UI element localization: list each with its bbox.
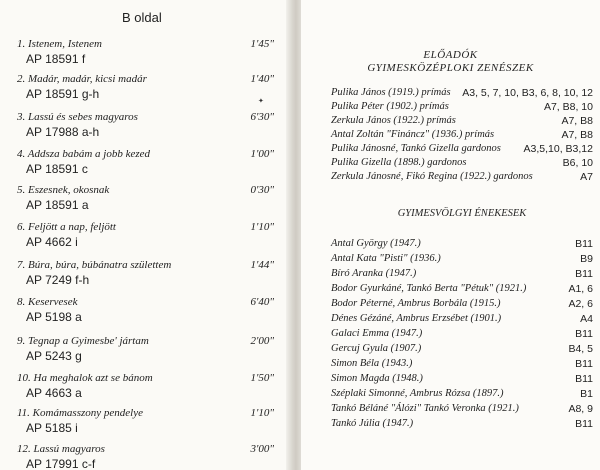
track-references: B11 — [575, 418, 593, 430]
track-references: B11 — [575, 328, 593, 340]
track-item — [0, 372, 290, 408]
left-page — [0, 0, 290, 470]
musician-row — [331, 101, 593, 115]
track-code: AP 17991 c-f — [26, 457, 96, 470]
track-code: AP 17988 a-h — [26, 125, 100, 139]
track-references: B11 — [575, 238, 593, 250]
track-item — [0, 148, 290, 184]
singer-row — [331, 358, 593, 372]
track-references: A4 — [580, 313, 593, 325]
track-title: 8. Keservesek — [17, 296, 78, 308]
singers-heading-row — [331, 208, 593, 222]
track-item — [0, 335, 290, 371]
track-item — [0, 38, 290, 74]
track-item — [0, 259, 290, 295]
right-page — [301, 0, 600, 470]
track-title: 1. Istenem, Istenem — [17, 38, 102, 50]
singer-row — [331, 313, 593, 327]
track-title: 3. Lassú és sebes magyaros — [17, 111, 138, 123]
track-code: AP 5198 a — [26, 310, 82, 324]
performer-name: Zerkula Jánosné, Fikó Regina (1922.) gardonos — [331, 171, 533, 182]
track-duration: 1'45" — [250, 38, 274, 50]
track-code: AP 7249 f-h — [26, 273, 90, 287]
track-references: A7, B8, 10 — [543, 101, 593, 113]
performer-name: Bodor Gyurkáné, Tankó Berta "Pétuk" (1921.) — [331, 283, 527, 294]
performer-name: Pulika Péter (1902.) prímás — [331, 101, 449, 112]
performer-name: Pulika Gizella (1898.) gardonos — [331, 157, 467, 168]
performer-name: Dénes Gézáné, Ambrus Erzsébet (1901.) — [331, 313, 502, 324]
performer-name: Pulika János (1919.) prímás — [331, 87, 451, 98]
singer-row — [331, 253, 593, 267]
track-duration: 6'30" — [250, 111, 274, 123]
track-references: B11 — [575, 268, 593, 280]
performer-name: Antal Kata "Pisti" (1936.) — [331, 253, 441, 264]
performer-name: Pulika Jánosné, Tankó Gizella gardonos — [331, 143, 501, 154]
track-references: B1 — [580, 388, 593, 400]
track-duration: 1'10" — [250, 407, 274, 419]
performers-heading: ELŐADÓK — [423, 49, 478, 61]
track-references: A7, B8 — [561, 129, 593, 141]
singer-row — [331, 238, 593, 252]
track-references: A8, 9 — [568, 403, 593, 415]
side-title: B oldal — [122, 10, 162, 25]
track-title: 11. Komámasszony pendelye — [17, 407, 143, 419]
track-code: AP 5243 g — [26, 349, 82, 363]
track-references: A2, 6 — [568, 298, 593, 310]
track-title: 7. Búra, búra, búbánatra születtem — [17, 259, 172, 271]
performer-name: Tankó Júlia (1947.) — [331, 418, 414, 429]
singer-row — [331, 343, 593, 357]
track-code: AP 4662 i — [26, 235, 78, 249]
track-title: 4. Addsza babám a jobb kezed — [17, 148, 151, 160]
track-item — [0, 296, 290, 332]
track-duration: 1'10" — [250, 221, 274, 233]
track-item — [0, 73, 290, 109]
track-duration: 1'44" — [250, 259, 274, 271]
track-duration: 0'30" — [250, 184, 274, 196]
track-duration: 1'00" — [250, 148, 274, 160]
track-item — [0, 221, 290, 257]
track-duration: 6'40" — [250, 296, 274, 308]
track-title: 12. Lassú magyaros — [17, 443, 105, 455]
track-references: B4, 5 — [568, 343, 593, 355]
musician-row — [331, 129, 593, 143]
performer-name: Simon Magda (1948.) — [331, 373, 423, 384]
ink-mark: ✦ — [258, 97, 264, 105]
track-item — [0, 443, 290, 470]
track-references: A7 — [580, 171, 593, 183]
track-references: A7, B8 — [561, 115, 593, 127]
singer-row — [331, 418, 593, 432]
track-references: A1, 6 — [568, 283, 593, 295]
performer-name: Tankó Béláné "Álózi" Tankó Veronka (1921.) — [331, 403, 519, 414]
track-duration: 3'00" — [250, 443, 274, 455]
performer-name: Széplaki Simonné, Ambrus Rózsa (1897.) — [331, 388, 504, 399]
track-references: A3, 5, 7, 10, B3, 6, 8, 10, 12 — [462, 87, 593, 99]
performer-name: Zerkula János (1922.) prímás — [331, 115, 456, 126]
track-references: B6, 10 — [562, 157, 593, 169]
track-duration: 1'50" — [250, 372, 274, 384]
track-code: AP 18591 f — [26, 52, 86, 66]
singer-row — [331, 268, 593, 282]
track-item — [0, 111, 290, 147]
musician-row — [331, 157, 593, 171]
singer-row — [331, 298, 593, 312]
track-duration: 2'00" — [250, 335, 274, 347]
track-title: 5. Eszesnek, okosnak — [17, 184, 110, 196]
singers-heading: GYIMESVÖLGYI ÉNEKESEK — [397, 208, 527, 219]
musician-row — [331, 115, 593, 129]
track-references: B11 — [575, 358, 593, 370]
singer-row — [331, 388, 593, 402]
performer-name: Antal Zoltán "Fináncz" (1936.) prímás — [331, 129, 495, 140]
performer-name: Galaci Emma (1947.) — [331, 328, 423, 339]
performer-name: Bíró Aranka (1947.) — [331, 268, 417, 279]
track-references: B9 — [580, 253, 593, 265]
track-title: 2. Madár, madár, kicsi madár — [17, 73, 147, 85]
track-code: AP 18591 g-h — [26, 87, 100, 101]
performer-name: Simon Béla (1943.) — [331, 358, 413, 369]
track-title: 10. Ha meghalok azt se bánom — [17, 372, 153, 384]
track-code: AP 18591 a — [26, 198, 89, 212]
singer-row — [331, 328, 593, 342]
singer-row — [331, 283, 593, 297]
musicians-heading: GYIMESKÖZÉPLOKI ZENÉSZEK — [367, 62, 534, 74]
performer-name: Antal György (1947.) — [331, 238, 421, 249]
performer-name: Gercuj Gyula (1907.) — [331, 343, 422, 354]
track-title: 9. Tegnap a Gyimesbe' jártam — [17, 335, 149, 347]
musician-row — [331, 171, 593, 185]
singer-row — [331, 373, 593, 387]
track-title: 6. Feljött a nap, feljött — [17, 221, 116, 233]
singer-row — [331, 403, 593, 417]
performer-name: Bodor Péterné, Ambrus Borbála (1915.) — [331, 298, 501, 309]
track-item — [0, 184, 290, 220]
track-references: A3,5,10, B3,12 — [523, 143, 593, 155]
track-references: B11 — [575, 373, 593, 385]
track-item — [0, 407, 290, 443]
musician-row — [331, 87, 593, 101]
musician-row — [331, 143, 593, 157]
track-code: AP 4663 a — [26, 386, 82, 400]
track-duration: 1'40" — [250, 73, 274, 85]
track-code: AP 18591 c — [26, 162, 88, 176]
track-code: AP 5185 i — [26, 421, 78, 435]
